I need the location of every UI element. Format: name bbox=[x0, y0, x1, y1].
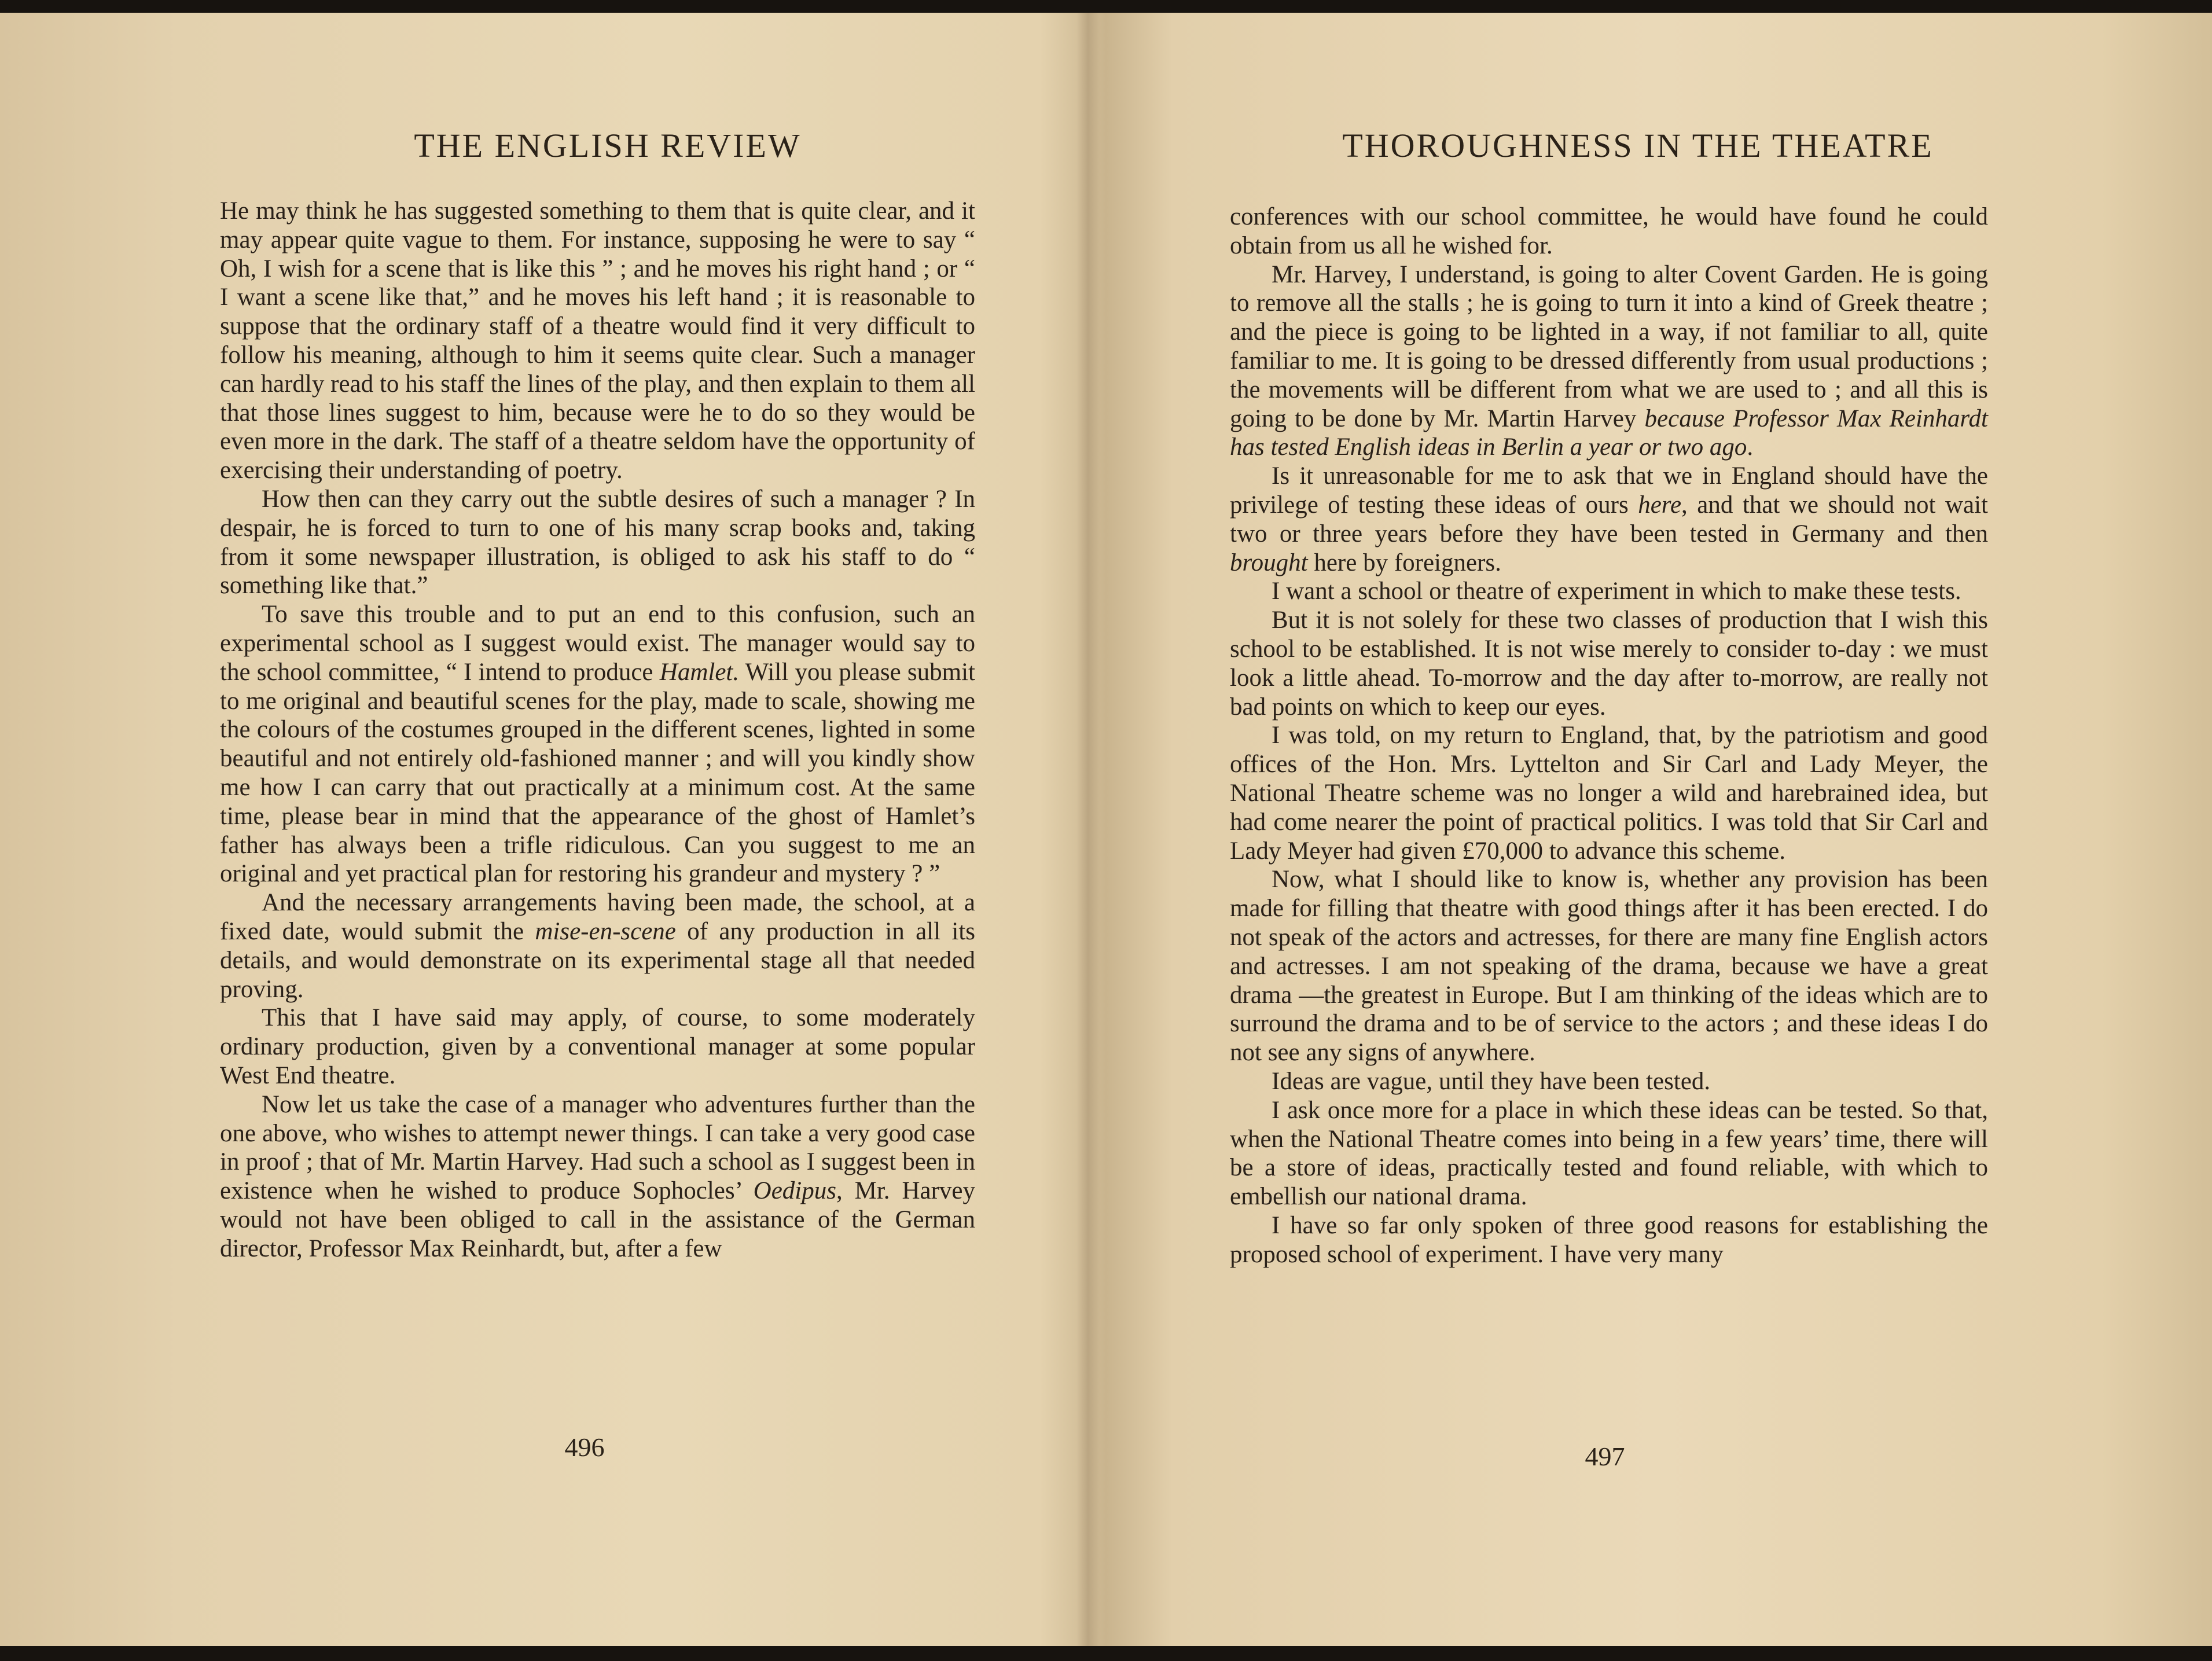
paragraph bbox=[1230, 1211, 1988, 1269]
right-page bbox=[1088, 13, 2212, 1646]
left-page-body bbox=[220, 197, 975, 1263]
text-run: Ideas are vague, until they have been tested. bbox=[1272, 1067, 1711, 1095]
text-run: But it is not solely for these two classes of production that I wish this school to be established. It is not wise merely to consider to-day : we must look a little ahead. To-morrow and the day after to-morrow, are really not bad points on which to keep our eyes. bbox=[1230, 607, 1988, 721]
text-run: This that I have said may apply, of course, to some moderately ordinary production, given by a conventional manager at some popular West End theatre. bbox=[220, 1004, 975, 1089]
book-spread bbox=[0, 13, 2212, 1646]
paragraph bbox=[1230, 606, 1988, 721]
paragraph bbox=[1230, 577, 1988, 606]
text-run: , Mr. Harvey would not have been obliged to call in the assistance of the German director, Professor Max Reinhardt, but, after a few bbox=[220, 1177, 975, 1262]
paragraph bbox=[220, 1090, 975, 1263]
text-run: And the necessary arrangements having been made, the school, at a fixed date, would submit the bbox=[220, 889, 975, 945]
text-run: I was told, on my return to England, that, by the patriotism and good offices of the Hon. Mrs. Lyttelton and Sir Carl and Lady Meyer, the National Theatre scheme was no longer a wild and harebrained idea, but had come nearer the point of practical politics. I was told that Sir Carl and Lady Meyer had given £70,000 to advance this scheme. bbox=[1230, 722, 1988, 865]
paragraph bbox=[220, 888, 975, 1004]
paragraph bbox=[220, 1004, 975, 1090]
text-run: To save this trouble and to put an end to this confusion, such an experimental school as I suggest would exist. The manager would say to the school committee, “ I intend to produce bbox=[220, 601, 975, 686]
text-run: conferences with our school committee, he would have found he could obtain from us all he wished for. bbox=[1230, 203, 1988, 259]
italic-text: mise-en-scene bbox=[535, 917, 676, 945]
running-head-left: THE ENGLISH REVIEW bbox=[414, 127, 802, 164]
text-run: of any production in all its details, and would demonstrate on its experimental stage all that needed proving. bbox=[220, 917, 975, 1003]
text-run: . bbox=[1747, 433, 1754, 461]
left-page bbox=[0, 13, 1088, 1646]
paragraph bbox=[1230, 865, 1988, 1067]
text-run: Now let us take the case of a manager who adventures further than the one above, who wishes to attempt newer things. I can take a very good case in proof ; that of Mr. Martin Harvey. Had such a school as I suggest been in existence when he wished to produce Sophocles’ bbox=[220, 1090, 975, 1205]
paragraph bbox=[220, 485, 975, 600]
text-run: Will you please submit to me original and beautiful scenes for the play, made to scale, showing me the colours of the costumes grouped in the different scenes, lighted in some beautiful and not entirely old-fashioned manner ; and will you kindly show me how I can carry that out practically at a minimum cost. At the same time, please bear in mind that the appearance of the ghost of Hamlet’s father has always been a trifle ridiculous. Can you suggest to me an original and yet practical plan for restoring his grandeur and mystery ? ” bbox=[220, 658, 975, 888]
paragraph bbox=[1230, 721, 1988, 865]
paragraph bbox=[1230, 203, 1988, 260]
paragraph bbox=[1230, 260, 1988, 462]
paragraph bbox=[1230, 1096, 1988, 1211]
italic-text: Oedipus bbox=[753, 1177, 836, 1205]
italic-text: because Professor Max Reinhardt has tested English ideas in Berlin a year or two ago bbox=[1230, 405, 1988, 461]
text-run: Now, what I should like to know is, whether any provision has been made for filling that theatre with good things after it has been erected. I do not speak of the actors and actresses, for there are many fine English actors and actresses. I am not speaking of the drama, because we have a great drama —the greatest in Europe. But I am thinking of the ideas which are to surround the drama and to be of service to the actors ; and these ideas I do not see any signs of anywhere. bbox=[1230, 866, 1988, 1067]
paragraph bbox=[1230, 1067, 1988, 1096]
right-page-body bbox=[1230, 203, 1988, 1269]
italic-text: here bbox=[1638, 491, 1682, 519]
italic-text: brought bbox=[1230, 549, 1308, 576]
text-run: I want a school or theatre of experiment in which to make these tests. bbox=[1272, 578, 1961, 605]
paragraph bbox=[220, 197, 975, 485]
text-run: , and that we should not wait two or three years before they have been tested in Germany and then bbox=[1230, 491, 1988, 547]
page-number-right: 497 bbox=[1585, 1442, 1625, 1471]
text-run: How then can they carry out the subtle desires of such a manager ? In despair, he is forced to turn to one of his many scrap books and, taking from it some newspaper illustration, is obliged to ask his staff to do “ something like that.” bbox=[220, 485, 975, 600]
paragraph bbox=[1230, 462, 1988, 577]
text-run: He may think he has suggested something to them that is quite clear, and it may appear quite vague to them. For instance, supposing he were to say “ Oh, I wish for a scene that is like this ” ; and he moves his right hand ; or “ I want a scene like that,” and he moves his left hand ; it is reasonable to suppose that the ordinary staff of a theatre would find it very difficult to follow his meaning, although to him it seems quite clear. Such a manager can hardly read to his staff the lines of the play, and then explain to them all that those lines suggest to him, because were he to do so they would be even more in the dark. The staff of a theatre seldom have the opportunity of exercising their understanding of poetry. bbox=[220, 197, 975, 484]
text-run: here by foreigners. bbox=[1307, 549, 1501, 576]
paragraph bbox=[220, 600, 975, 888]
page-number-left: 496 bbox=[564, 1432, 605, 1462]
text-run: I ask once more for a place in which these ideas can be tested. So that, when the National Theatre comes into being in a few years’ time, there will be a store of ideas, practically tested and found reliable, with which to embellish our national drama. bbox=[1230, 1096, 1988, 1211]
text-run: I have so far only spoken of three good reasons for establishing the proposed school of experiment. I have very many bbox=[1230, 1211, 1988, 1268]
italic-text: Hamlet. bbox=[659, 658, 740, 686]
text-run: Mr. Harvey, I understand, is going to alter Covent Garden. He is going to remove all the stalls ; he is going to turn it into a kind of Greek theatre ; and the piece is going to be lighted in a way, if not familiar to all, quite familiar to me. It is going to be dressed differently from usual productions ; the movements will be different from what we are used to ; and all this is going to be done by Mr. Martin Harvey bbox=[1230, 260, 1988, 432]
running-head-right: THOROUGHNESS IN THE THEATRE bbox=[1342, 127, 1934, 164]
text-run: Is it unreasonable for me to ask that we in England should have the privilege of testing these ideas of ours bbox=[1230, 462, 1988, 519]
